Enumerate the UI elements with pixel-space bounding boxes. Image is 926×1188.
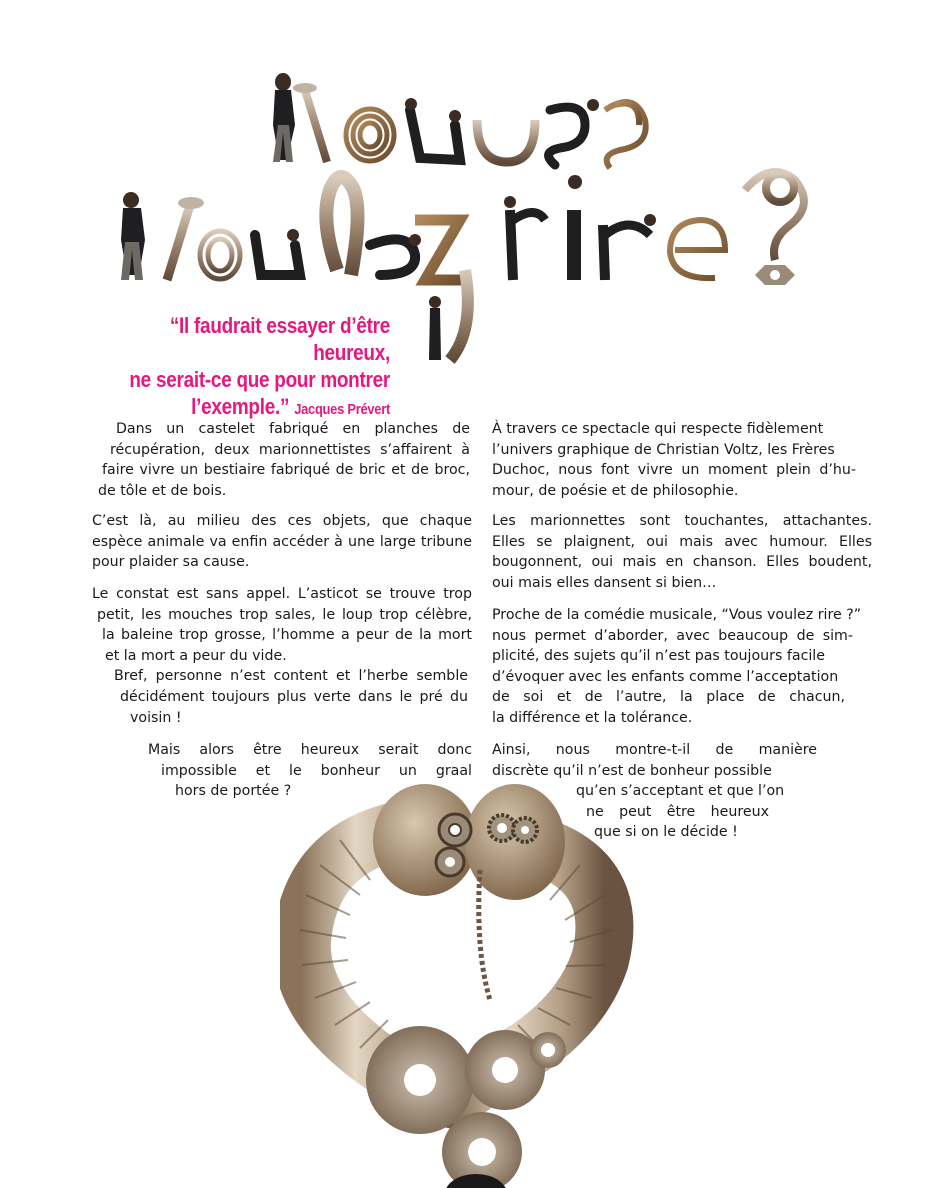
left-paragraph-2 xyxy=(92,511,472,573)
text-line: ne peut être heureux xyxy=(586,803,769,820)
text-line: pour plaider sa cause. xyxy=(92,554,250,571)
text-line: hors de portée ? xyxy=(175,783,292,800)
text-line: impossible et le bonheur un graal xyxy=(161,762,472,779)
text-line: À travers ce spectacle qui respecte fidèlement xyxy=(492,421,824,437)
text-line: de tôle et de bois. xyxy=(98,482,227,499)
text-line: de soi et de l’autre, la place de chacun, xyxy=(492,689,845,706)
right-paragraph-2 xyxy=(492,511,872,593)
left-paragraph-3 xyxy=(92,584,472,728)
text-line: Proche de la comédie musicale, “Vous voulez rire ?” xyxy=(492,607,862,623)
pull-quote xyxy=(106,312,390,423)
text-line: voisin ! xyxy=(130,709,182,726)
text-line: Dans un castelet fabriqué en planches de xyxy=(116,421,470,437)
text-line: Ainsi, nous montre-t-il de manière xyxy=(492,742,817,758)
text-line: Elles se plaignent, oui mais avec humour. Elles xyxy=(492,533,872,550)
text-line: espèce animale va enfin accéder à une large tribune xyxy=(92,533,472,550)
text-line: Bref, personne n’est content et l’herbe semble xyxy=(114,668,468,685)
text-line: Le constat est sans appel. L’asticot se trouve trop xyxy=(92,586,472,602)
left-paragraph-1 xyxy=(100,419,470,501)
text-line: décidément toujours plus verte dans le pré du xyxy=(120,688,468,705)
text-line: C’est là, au milieu des ces objets, que chaque xyxy=(92,513,472,529)
text-line: petit, les mouches trop sales, le loup trop célèbre, xyxy=(97,606,472,623)
title-line-1-letters xyxy=(273,73,646,168)
quote-line-1: “Il faudrait essayer d’être heureux, xyxy=(169,313,390,365)
text-line: oui mais elles dansent si bien… xyxy=(492,574,717,591)
quote-line-2: ne serait-ce que pour montrer xyxy=(129,367,390,392)
text-line: qu’en s’acceptant et que l’on xyxy=(576,783,785,800)
right-paragraph-3 xyxy=(492,605,867,729)
quote-author: Jacques Prévert xyxy=(294,401,390,418)
text-line: récupération, deux marionnettistes s’affairent à xyxy=(110,441,470,458)
text-line: la différence et la tolérance. xyxy=(492,709,693,726)
heart-sculpture-image xyxy=(280,770,640,1188)
text-line: d’évoquer avec les enfants comme l’acceptation xyxy=(492,668,839,685)
text-line: bougonnent, oui mais en chanson. Elles boudent, xyxy=(492,554,872,571)
text-line: plicité, des sujets qu’il n’est pas toujours facile xyxy=(492,648,825,665)
text-line: et la mort a peur du vide. xyxy=(105,647,287,664)
right-paragraph-1 xyxy=(492,419,864,501)
text-line: Duchoc, nous font vivre un moment plein d’hu- xyxy=(492,462,856,479)
text-line: Les marionnettes sont touchantes, attachantes. xyxy=(492,513,872,529)
text-line: la baleine trop grosse, l’homme a peur de la mort xyxy=(102,627,472,644)
text-line: que si on le décide ! xyxy=(594,824,738,841)
text-line: nous permet d’aborder, avec beaucoup de sim- xyxy=(492,627,853,644)
quote-line-3-text: l’exemple.” xyxy=(191,394,290,419)
text-line: discrète qu’il n’est de bonheur possible xyxy=(492,762,772,779)
text-line: l’univers graphique de Christian Voltz, les Frères xyxy=(492,441,835,458)
text-line: Mais alors être heureux serait donc xyxy=(148,742,472,758)
text-line: faire vivre un bestiaire fabriqué de bric et de broc, xyxy=(102,462,470,479)
text-line: mour, de poésie et de philosophie. xyxy=(492,482,739,499)
